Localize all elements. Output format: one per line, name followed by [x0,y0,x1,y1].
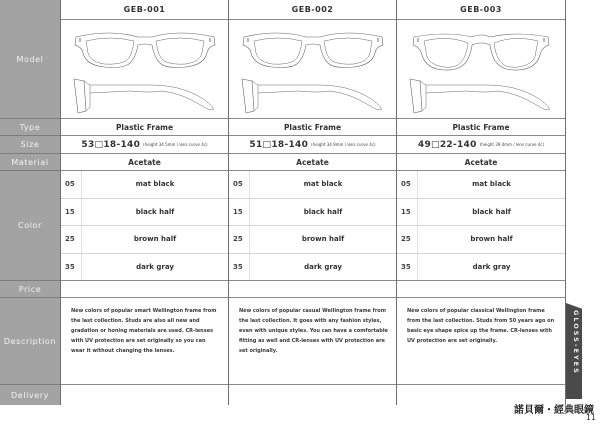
size-detail: (height 39.4mm / lens curve 4c) [479,142,545,147]
color-list [61,171,228,281]
description-text: New colors of popular classical Wellington frame from the last collection. Studs from 50 years ago on basic eye shape spice up the frame. CR-lenses with UV protection are set originally. [397,298,565,385]
frame-illustration [229,20,396,119]
frame-material: Acetate [61,154,228,171]
color-name: brown half [133,235,177,244]
row-label-column [0,0,60,405]
color-code: 05 [229,171,250,198]
frame-type: Plastic Frame [397,119,565,136]
color-code: 15 [229,199,250,226]
frame-material: Acetate [397,154,565,171]
color-name: black half [135,207,175,216]
wellington-glasses-icon [70,23,220,115]
color-code: 35 [397,254,418,281]
frame-illustration [61,20,228,119]
delivery-value [229,385,396,405]
color-row [229,226,396,254]
label-model: Model [0,0,60,119]
size-main: 51□18-140 [249,139,309,150]
classic-glasses-icon [406,23,556,115]
color-row [61,254,228,282]
color-list [229,171,396,281]
color-row [397,226,565,254]
frame-illustration [397,20,565,119]
color-code: 25 [397,226,418,253]
delivery-value [61,385,228,405]
label-type: Type [0,119,60,136]
color-code: 25 [61,226,82,253]
color-row [61,171,228,199]
price-value [61,281,228,298]
color-name: dark gray [472,262,511,271]
color-code: 25 [229,226,250,253]
size-detail: (height 34.5mm / lens curve 4c) [143,142,208,147]
color-row [397,254,565,282]
color-name: mat black [135,180,175,189]
color-name: brown half [301,235,345,244]
color-row [61,226,228,254]
color-row [397,171,565,199]
label-description: Description [0,298,60,385]
label-color: Color [0,171,60,281]
color-code: 05 [397,171,418,198]
model-name: GEB-001 [61,0,228,20]
model-name: GEB-002 [229,0,396,20]
model-name: GEB-003 [397,0,565,20]
size-main: 53□18-140 [81,139,141,150]
label-size: Size [0,136,60,154]
product-column-geb-003 [396,0,566,405]
product-column-geb-001 [60,0,228,405]
color-name: dark gray [304,262,342,271]
color-name: brown half [470,235,513,244]
price-value [397,281,565,298]
frame-size [229,136,396,154]
color-code: 35 [229,254,250,281]
color-row [229,254,396,282]
size-detail: (height 34.9mm / lens curve 4c) [311,142,376,147]
color-code: 15 [397,199,418,226]
frame-size [61,136,228,154]
color-name: black half [303,207,343,216]
price-value [229,281,396,298]
frame-size [397,136,565,154]
frame-type: Plastic Frame [229,119,396,136]
color-code: 35 [61,254,82,281]
color-list [397,171,565,281]
color-code: 15 [61,199,82,226]
label-delivery: Delivery [10,390,49,400]
product-column-geb-002 [228,0,396,405]
description-text: New colors of popular casual Wellington frame from the last collection. It goes with any fashion styles, even with unique styles. You can have a comfortable fitting as well and CR-lenses with UV protection are set originally. [229,298,396,385]
color-name: dark gray [136,262,174,271]
color-name: mat black [472,180,511,189]
color-name: mat black [303,180,343,189]
color-row [61,199,228,227]
color-row [229,171,396,199]
label-material: Material [0,154,60,171]
color-row [397,199,565,227]
wellington-glasses-icon [238,23,388,115]
description-text: New colors of popular smart Wellington frame from the last collection. Studs are also all new and gradation or honing materials are used. CR-lenses with UV protection are set originally so you can wear it without changing the lenses. [61,298,228,385]
size-main: 49□22-140 [417,139,477,150]
color-name: black half [472,207,511,216]
page-number: 11 [585,413,596,422]
frame-type: Plastic Frame [61,119,228,136]
color-row [229,199,396,227]
label-price: Price [0,281,60,298]
frame-material: Acetate [229,154,396,171]
brand-footer: 諾貝爾・經典眼鏡 [514,405,594,416]
color-code: 05 [61,171,82,198]
side-tab-label: GLOSS-EYES [572,310,580,375]
